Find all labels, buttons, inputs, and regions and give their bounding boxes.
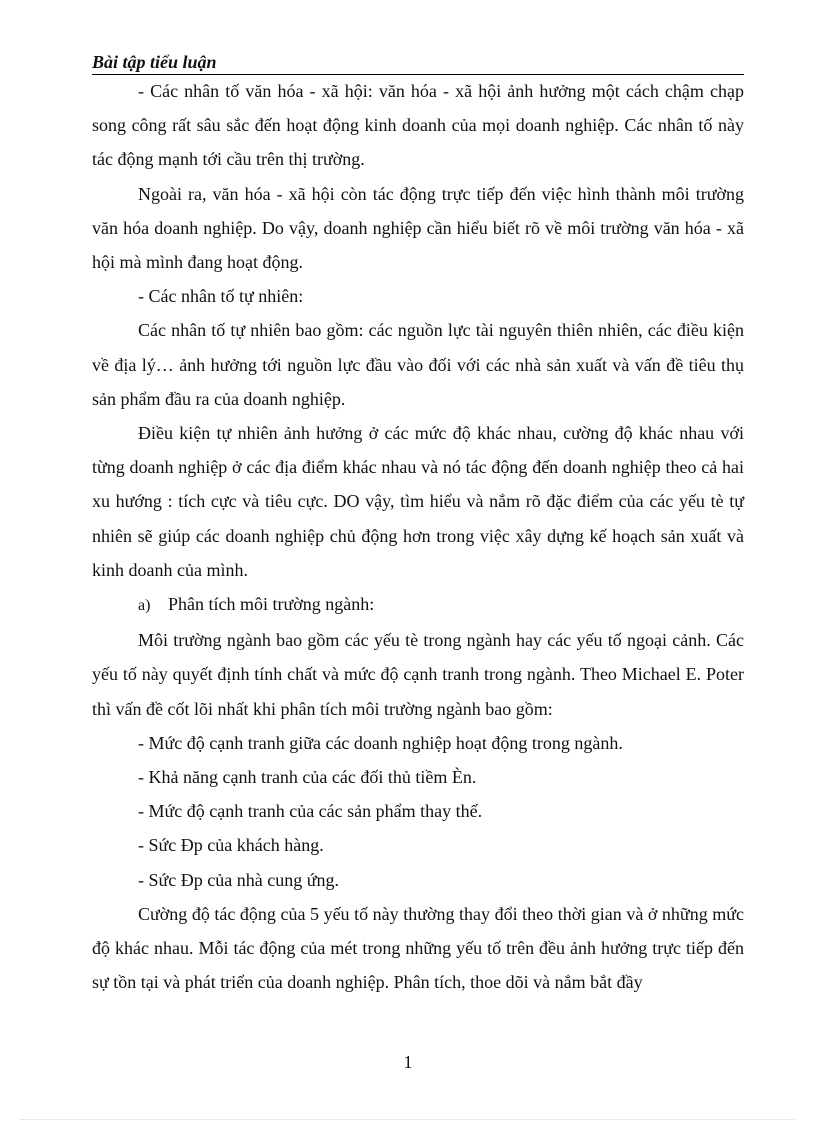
document-body [92, 74, 744, 999]
paragraph: Các nhân tố tự nhiên bao gồm: các nguồn lực tài nguyên thiên nhiên, các điều kiện về địa lý… ảnh hưởng tới nguồn lực đầu vào đối với các nhà sản xuất và vấn đề tiêu thụ sản phẩm đầu ra của doanh nghiệp. [92, 320, 744, 409]
list-item: - Sức Ðp của khách hàng. [138, 835, 324, 856]
paragraph: Môi trường ngành bao gồm các yếu tè trong ngành hay các yếu tố ngoại cảnh. Các yếu tố này quyết định tính chất và mức độ cạnh tranh trong ngành. Theo Michael E. Poter thì vấn đề cốt lõi nhất khi phân tích môi trường ngành bao gồm: [92, 630, 744, 719]
list-item: - Mức độ cạnh tranh của các sản phẩm thay thế. [138, 801, 483, 822]
paragraph: - Các nhân tố văn hóa - xã hội: văn hóa - xã hội ảnh hưởng một cách chậm chạp song công rất sâu sắc đến hoạt động kinh doanh của mọi doanh nghiệp. Các nhân tố này tác động mạnh tới cầu trên thị trường. [92, 81, 744, 170]
list-item: - Mức độ cạnh tranh giữa các doanh nghiệp hoạt động trong ngành. [138, 732, 623, 753]
paragraph: Điều kiện tự nhiên ảnh hưởng ở các mức độ khác nhau, cường độ khác nhau với từng doanh nghiệp ở các địa điểm khác nhau và nó tác động đến doanh nghiệp theo cả hai xu hướng : tích cực và tiêu cực. DO vậy, tìm hiểu và nắm rõ đặc điểm của các yếu tè tự nhiên sẽ giúp các doanh nghiệp chủ động hơn trong việc xây dựng kế hoạch sản xuất và kinh doanh của mình. [92, 423, 744, 580]
page-header [92, 52, 744, 75]
section-heading [92, 587, 744, 623]
paragraph: Cường độ tác động của 5 yếu tố này thường thay đổi theo thời gian và ở những mức độ khác nhau. Mỗi tác động của mét trong những yếu tố trên đều ảnh hưởng trực tiếp đến sự tồn tại và phát triển của doanh nghiệp. Phân tích, thoe dõi và nắm bắt đầy [92, 903, 744, 993]
page-bottom-rule [20, 1119, 796, 1120]
section-heading-text: Phân tích môi trường ngành: [168, 594, 375, 615]
header-title: Bài tập tiểu luận [92, 52, 217, 72]
page-number: 1 [403, 1052, 413, 1072]
list-item: - Sức Ðp của nhà cung ứng. [138, 869, 339, 890]
section-heading-label: a) [138, 597, 151, 615]
list-item: - Khả năng cạnh tranh của các đối thủ tiềm Èn. [138, 767, 477, 788]
paragraph: - Các nhân tố tự nhiên: [138, 286, 304, 307]
paragraph: Ngoài ra, văn hóa - xã hội còn tác động trực tiếp đến việc hình thành môi trường văn hóa doanh nghiệp. Do vậy, doanh nghiệp cần hiểu biết rõ về môi trường văn hóa - xã hội mà mình đang hoạt động. [92, 183, 744, 273]
